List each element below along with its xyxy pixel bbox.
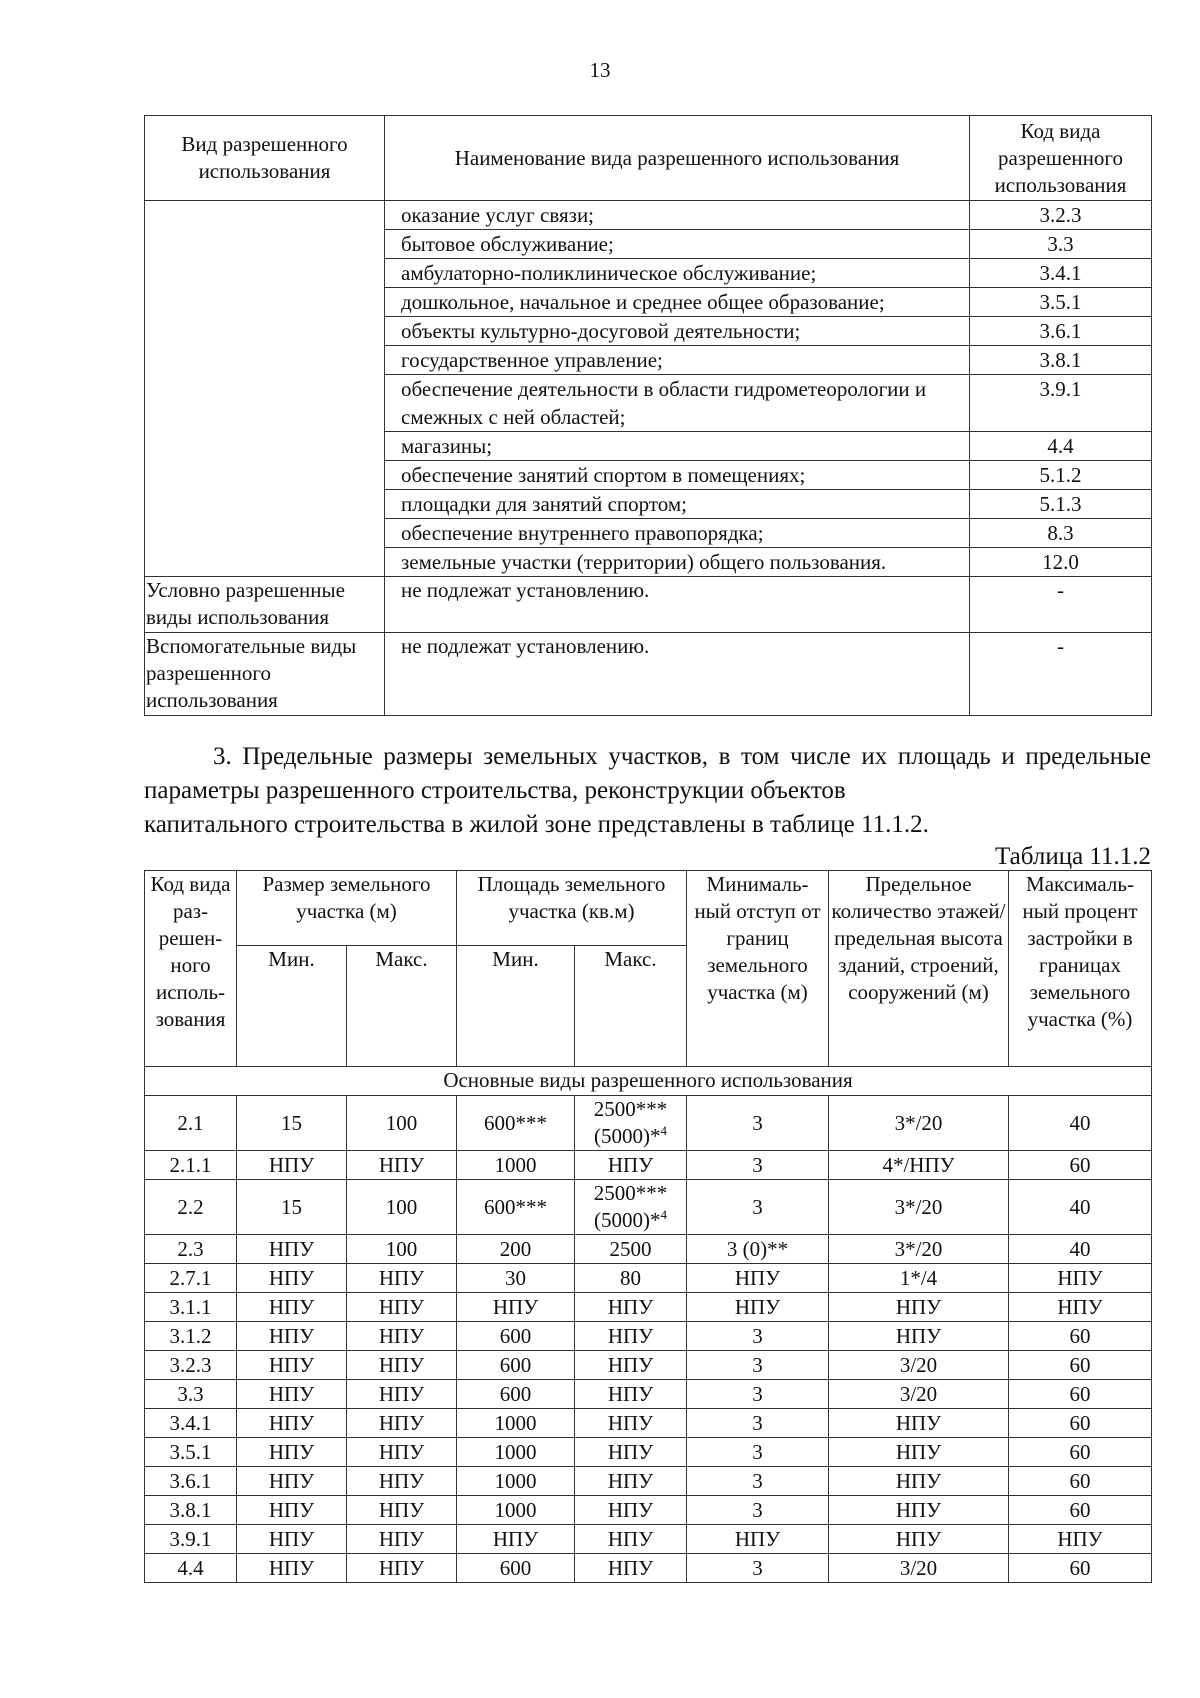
cell-percent: 60 [1009,1351,1152,1380]
conditional-code: - [970,577,1152,633]
cell-size-min: 15 [237,1096,347,1151]
section-title: Основные виды разрешенного использования [145,1067,1152,1096]
cell-area-max: НПУ [575,1293,687,1322]
cell-floors: НПУ [829,1322,1009,1351]
cell-floors: 3*/20 [829,1096,1009,1151]
header-area-max: Макс. [575,946,687,1067]
cell-floors: 3/20 [829,1380,1009,1409]
cell-area-min: 600 [457,1351,575,1380]
cell-size-max: НПУ [347,1409,457,1438]
cell-area-max [575,1096,687,1151]
cell-floors: 4*/НПУ [829,1151,1009,1180]
cell-floors: НПУ [829,1467,1009,1496]
auxiliary-code: - [970,633,1152,716]
cell-percent: 60 [1009,1322,1152,1351]
cell-size-min: НПУ [237,1467,347,1496]
cell-area-max: НПУ [575,1467,687,1496]
cell-floors: 1*/4 [829,1264,1009,1293]
use-name: оказание услуг связи; [385,201,970,230]
cell-size-max: НПУ [347,1380,457,1409]
header-use-type: Вид разрешенного использования [145,116,385,201]
cell-area-max: 80 [575,1264,687,1293]
cell-size-max: НПУ [347,1151,457,1180]
cell-area-min: 1000 [457,1438,575,1467]
cell-size-max: НПУ [347,1525,457,1554]
use-code: 3.3 [970,230,1152,259]
use-code: 8.3 [970,519,1152,548]
header-percent: Максималь-ный процент застройки в границах земельного участка (%) [1009,871,1152,1067]
cell-size-max: 100 [347,1096,457,1151]
cell-code: 3.5.1 [145,1438,237,1467]
conditional-row [145,577,1152,633]
cell-area-max: НПУ [575,1351,687,1380]
use-name: обеспечение деятельности в области гидрометеорологии и смежных с ней областей; [385,375,970,432]
header-floors: Предельное количество этажей/ предельная высота зданий, строений, сооружений (м) [829,871,1009,1067]
table-row [145,1409,1152,1438]
use-code: 4.4 [970,432,1152,461]
area-max-footnote: 4 [660,1123,667,1138]
cell-percent: 60 [1009,1438,1152,1467]
table-row [145,1380,1152,1409]
cell-setback: 3 [687,1380,829,1409]
cell-setback: 3 [687,1554,829,1583]
cell-percent: 60 [1009,1496,1152,1525]
parameters-table [144,870,1152,1583]
cell-size-min: НПУ [237,1380,347,1409]
table-row [145,1235,1152,1264]
cell-area-max: НПУ [575,1151,687,1180]
cell-setback: 3 [687,1322,829,1351]
cell-floors: НПУ [829,1525,1009,1554]
cell-size-min: 15 [237,1180,347,1235]
use-code: 3.9.1 [970,375,1152,432]
area-max-alt: (5000)* [594,1124,661,1148]
cell-area-min: НПУ [457,1293,575,1322]
cell-area-min: 1000 [457,1409,575,1438]
header-size: Размер земельного участка (м) [237,871,457,946]
cell-area-max: 2500 [575,1235,687,1264]
header-use-name: Наименование вида разрешенного использования [385,116,970,201]
cell-size-min: НПУ [237,1554,347,1583]
header-code: Код вида раз-решен-ного исполь-зования [145,871,237,1067]
cell-code: 3.6.1 [145,1467,237,1496]
cell-floors: 3*/20 [829,1235,1009,1264]
cell-area-min: 600*** [457,1180,575,1235]
area-max-line2 [577,1207,684,1234]
cell-percent: 60 [1009,1380,1152,1409]
table-row [145,1496,1152,1525]
cell-area-max: НПУ [575,1554,687,1583]
auxiliary-name: не подлежат установлению. [385,633,970,716]
cell-size-min: НПУ [237,1322,347,1351]
table-header-row [145,116,1152,201]
auxiliary-label: Вспомогательные виды разрешенного использования [145,633,385,716]
cell-area-min: 1000 [457,1467,575,1496]
cell-setback: 3 [687,1180,829,1235]
conditional-label: Условно разрешенные виды использования [145,577,385,633]
use-code: 3.4.1 [970,259,1152,288]
cell-percent: 60 [1009,1151,1152,1180]
permitted-use-table [144,115,1152,716]
conditional-name: не подлежат установлению. [385,577,970,633]
cell-size-min: НПУ [237,1235,347,1264]
cell-size-max: НПУ [347,1496,457,1525]
cell-area-min: 1000 [457,1496,575,1525]
cell-percent: 40 [1009,1096,1152,1151]
use-name: дошкольное, начальное и среднее общее образование; [385,288,970,317]
cell-floors: НПУ [829,1438,1009,1467]
cell-floors: НПУ [829,1409,1009,1438]
cell-code: 3.1.2 [145,1322,237,1351]
header-size-min: Мин. [237,946,347,1067]
use-name: обеспечение внутреннего правопорядка; [385,519,970,548]
cell-code: 3.9.1 [145,1525,237,1554]
use-code: 3.6.1 [970,317,1152,346]
cell-area-max: НПУ [575,1322,687,1351]
table-caption: Таблица 11.1.2 [995,843,1151,870]
use-code: 3.2.3 [970,201,1152,230]
cell-size-max: НПУ [347,1293,457,1322]
use-name: площадки для занятий спортом; [385,490,970,519]
cell-setback: 3 [687,1496,829,1525]
cell-setback: 3 [687,1351,829,1380]
use-code: 3.8.1 [970,346,1152,375]
table-row [145,1322,1152,1351]
use-name: объекты культурно-досуговой деятельности; [385,317,970,346]
cell-code: 3.8.1 [145,1496,237,1525]
cell-code: 4.4 [145,1554,237,1583]
table-row [145,1467,1152,1496]
cell-code: 3.1.1 [145,1293,237,1322]
use-code: 5.1.2 [970,461,1152,490]
cell-area-min: 600*** [457,1096,575,1151]
area-max-line1: 2500*** [593,1097,668,1121]
cell-code: 2.3 [145,1235,237,1264]
cell-setback: 3 (0)** [687,1235,829,1264]
cell-size-max: 100 [347,1180,457,1235]
cell-percent: 60 [1009,1467,1152,1496]
cell-code: 2.1 [145,1096,237,1151]
cell-code: 3.2.3 [145,1351,237,1380]
paragraph-last-line: капитального строительства в жилой зоне представлены в таблице 11.1.2. [144,811,929,838]
cell-area-min: 200 [457,1235,575,1264]
use-name: амбулаторно-поликлиническое обслуживание; [385,259,970,288]
cell-code: 2.1.1 [145,1151,237,1180]
table-header-row [145,871,1152,946]
cell-size-min: НПУ [237,1525,347,1554]
cell-percent: НПУ [1009,1293,1152,1322]
cell-size-min: НПУ [237,1264,347,1293]
cell-size-max: 100 [347,1235,457,1264]
cell-area-min: 600 [457,1322,575,1351]
cell-setback: 3 [687,1151,829,1180]
cell-size-min: НПУ [237,1293,347,1322]
cell-setback: 3 [687,1096,829,1151]
use-code: 12.0 [970,548,1152,577]
cell-area-min: 600 [457,1554,575,1583]
area-max-line1: 2500*** [593,1181,668,1205]
cell-size-min: НПУ [237,1409,347,1438]
cell-setback: 3 [687,1467,829,1496]
cell-area-max: НПУ [575,1409,687,1438]
header-use-code: Код вида разрешенного использования [970,116,1152,201]
cell-setback: НПУ [687,1525,829,1554]
cell-code: 3.4.1 [145,1409,237,1438]
cell-area-min: НПУ [457,1525,575,1554]
table-row [145,1438,1152,1467]
cell-area-max: НПУ [575,1496,687,1525]
cell-percent: НПУ [1009,1264,1152,1293]
table-row [145,201,1152,230]
cell-floors: 3*/20 [829,1180,1009,1235]
header-setback: Минималь-ный отступ от границ земельного участка (м) [687,871,829,1067]
header-size-max: Макс. [347,946,457,1067]
cell-setback: 3 [687,1409,829,1438]
cell-size-max: НПУ [347,1554,457,1583]
cell-percent: 40 [1009,1180,1152,1235]
table-row [145,1096,1152,1151]
cell-setback: 3 [687,1438,829,1467]
cell-size-min: НПУ [237,1351,347,1380]
use-name: государственное управление; [385,346,970,375]
header-area-min: Мин. [457,946,575,1067]
cell-percent: 60 [1009,1409,1152,1438]
cell-area-min: 1000 [457,1151,575,1180]
cell-area-min: 600 [457,1380,575,1409]
cell-size-max: НПУ [347,1351,457,1380]
cell-size-min: НПУ [237,1438,347,1467]
auxiliary-row [145,633,1152,716]
cell-size-min: НПУ [237,1496,347,1525]
cell-floors: 3/20 [829,1554,1009,1583]
cell-floors: НПУ [829,1293,1009,1322]
table-row [145,1264,1152,1293]
use-name: земельные участки (территории) общего пользования. [385,548,970,577]
header-area: Площадь земельного участка (кв.м) [457,871,687,946]
cell-setback: НПУ [687,1264,829,1293]
cell-area-max: НПУ [575,1525,687,1554]
cell-size-min: НПУ [237,1151,347,1180]
cell-percent: 40 [1009,1235,1152,1264]
cell-percent: 60 [1009,1554,1152,1583]
table-row [145,1293,1152,1322]
table-row [145,1554,1152,1583]
cell-floors: 3/20 [829,1351,1009,1380]
cell-area-max: НПУ [575,1380,687,1409]
cell-setback: НПУ [687,1293,829,1322]
cell-area-max [575,1180,687,1235]
area-max-footnote: 4 [660,1207,667,1222]
paragraph-text: 3. Предельные размеры земельных участков, в том числе их площадь и предельные параметры разрешенного строительства, реконструкции объектов [144,743,1151,804]
use-name: магазины; [385,432,970,461]
area-max-alt: (5000)* [594,1208,661,1232]
table-row [145,1351,1152,1380]
cell-code: 2.2 [145,1180,237,1235]
use-code: 5.1.3 [970,490,1152,519]
cell-floors: НПУ [829,1496,1009,1525]
cell-size-max: НПУ [347,1264,457,1293]
table-row [145,1151,1152,1180]
use-name: обеспечение занятий спортом в помещениях; [385,461,970,490]
cell-size-max: НПУ [347,1322,457,1351]
use-code: 3.5.1 [970,288,1152,317]
page-number: 13 [589,58,611,82]
empty-use-type-cell [145,201,385,577]
cell-size-max: НПУ [347,1467,457,1496]
cell-code: 3.3 [145,1380,237,1409]
area-max-line2 [577,1123,684,1150]
cell-size-max: НПУ [347,1438,457,1467]
cell-area-min: 30 [457,1264,575,1293]
cell-percent: НПУ [1009,1525,1152,1554]
use-name: бытовое обслуживание; [385,230,970,259]
section-row [145,1067,1152,1096]
cell-code: 2.7.1 [145,1264,237,1293]
table-row [145,1525,1152,1554]
table-row [145,1180,1152,1235]
cell-area-max: НПУ [575,1438,687,1467]
